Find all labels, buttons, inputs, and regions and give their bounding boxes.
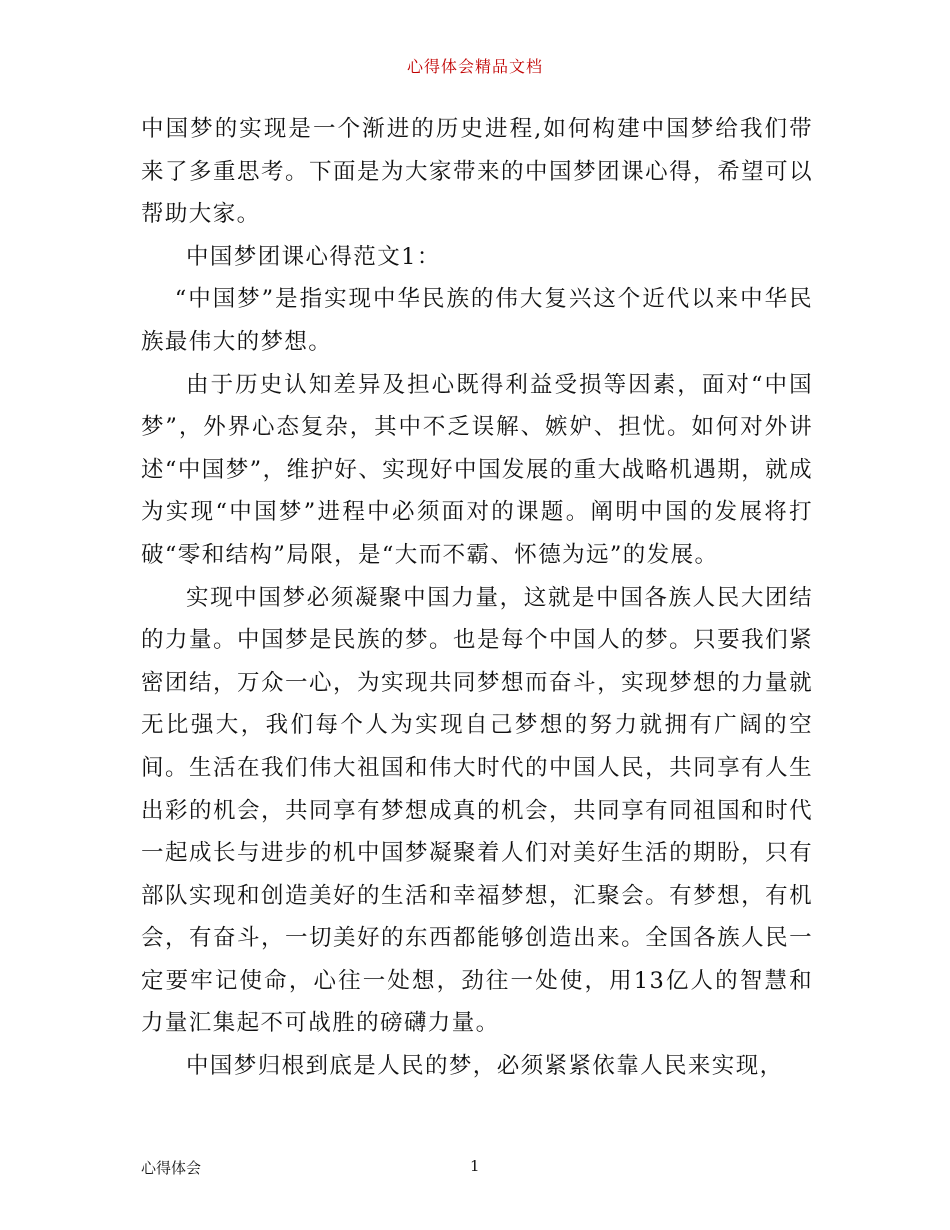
paragraph-people: 中国梦归根到底是人民的梦，必须紧紧依靠人民来实现，	[186, 1053, 784, 1080]
paragraph-intro: 中国梦的实现是一个渐进的历史进程,如何构建中国梦给我们带来了多重思考。下面是为大家带来的中国梦团课心得，希望可以帮助大家。	[141, 116, 813, 228]
paragraph-definition: “中国梦”是指实现中华民族的伟大复兴这个近代以来中华民族最伟大的梦想。	[141, 286, 813, 355]
document-body	[141, 108, 813, 1088]
page-number: 1	[470, 1157, 480, 1175]
footer-label: 心得体会	[141, 1159, 202, 1177]
document-header-title: 心得体会精品文档	[406, 57, 543, 76]
paragraph-unity: 实现中国梦必须凝聚中国力量，这就是中国各族人民大团结的力量。中国梦是民族的梦。也是每个中国人的梦。只要我们紧密团结，万众一心，为实现共同梦想而奋斗，实现梦想的力量就无比强大，我们每个人为实现自己梦想的努力就拥有广阔的空间。生活在我们伟大祖国和伟大时代的中国人民，共同享有人生出彩的机会，共同享有梦想成真的机会，共同享有同祖国和时代一起成长与进步的机中国梦凝聚着人们对美好生活的期盼，只有部队实现和创造美好的生活和幸福梦想，汇聚会。有梦想，有机会，有奋斗，一切美好的东西都能够创造出来。全国各族人民一定要牢记使命，心往一处想，劲往一处使，用13亿人的智慧和力量汇集起不可战胜的磅礴力量。	[141, 584, 813, 1037]
paragraph-outside-view: 由于历史认知差异及担心既得利益受损等因素，面对“中国梦”，外界心态复杂，其中不乏误解、嫉妒、担忧。如何对外讲述“中国梦”，维护好、实现好中国发展的重大战略机遇期，就成为实现“中国梦”进程中必须面对的课题。阐明中国的发展将打破“零和结构”局限，是“大而不霸、怀德为远”的发展。	[141, 371, 813, 568]
paragraph-section-title: 中国梦团课心得范文1：	[186, 243, 441, 270]
